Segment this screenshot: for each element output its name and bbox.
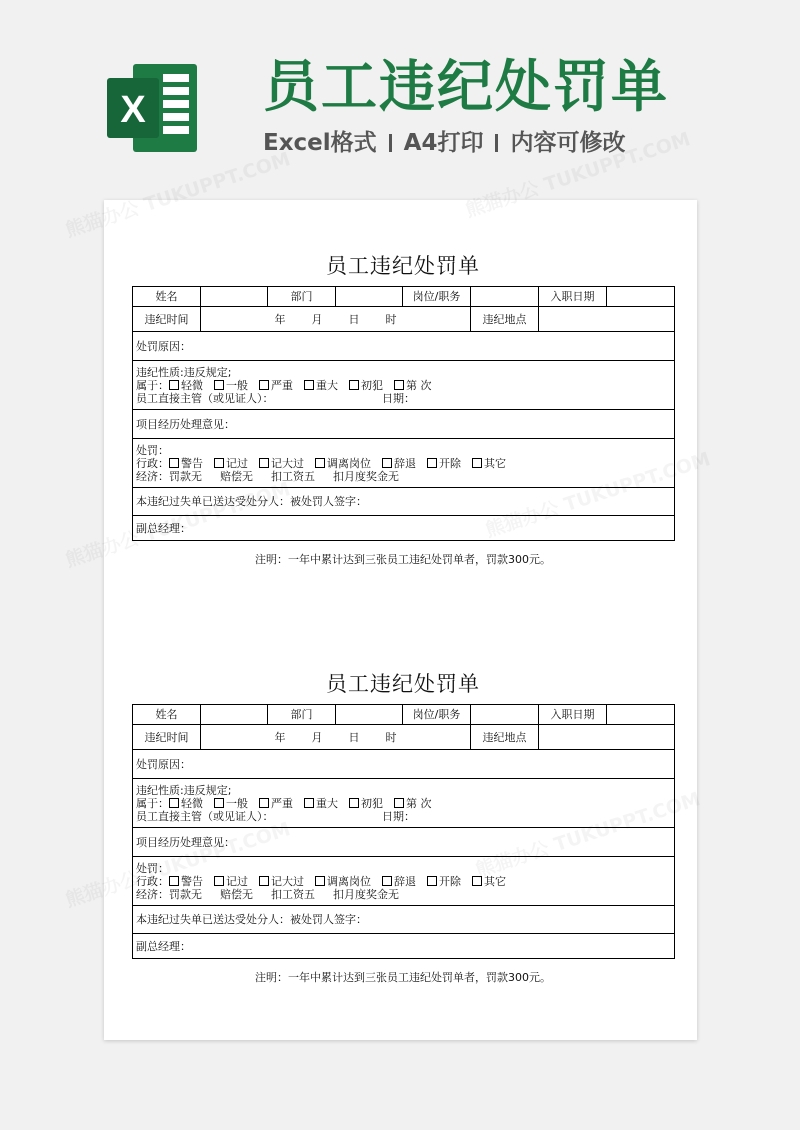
economic-penalty-line (136, 470, 671, 483)
checkbox-icon (169, 876, 179, 886)
checkbox-icon (349, 380, 359, 390)
penalty-table (132, 704, 675, 959)
checkbox-icon (382, 458, 392, 468)
option-serious[interactable]: 严重 (259, 379, 293, 392)
subtitle (263, 128, 625, 158)
dept-label: 部门 (268, 705, 336, 725)
hour-label: 时 (385, 730, 397, 744)
checkbox-icon (315, 458, 325, 468)
reason-field[interactable] (133, 332, 675, 361)
year-label: 年 (274, 730, 286, 744)
document-page (104, 200, 697, 1040)
option-major-demerit[interactable]: 记大过 (259, 457, 304, 470)
hire-date-label: 入职日期 (539, 287, 607, 307)
form-title: 员工违纪处罚单 (326, 254, 480, 278)
option-nth-offense[interactable]: 第 次 (394, 797, 432, 810)
admin-penalty-line (136, 875, 671, 888)
name-label: 姓名 (133, 705, 201, 725)
checkbox-icon (304, 380, 314, 390)
subtitle-separator (495, 134, 498, 152)
delivery-label: 本违纪过失单已送达受处分人：被处罚人签字： (136, 495, 367, 508)
option-demerit[interactable]: 记过 (214, 875, 248, 888)
position-field[interactable] (471, 287, 539, 307)
penalty-form-2 (132, 664, 674, 985)
vice-gm-label: 副总经理： (136, 939, 191, 953)
option-nth-offense[interactable]: 第 次 (394, 379, 432, 392)
option-general[interactable]: 一般 (214, 379, 248, 392)
checkbox-icon (169, 798, 179, 808)
penalty-form-1 (132, 246, 674, 567)
reason-label: 处罚原因： (136, 339, 191, 353)
option-warning[interactable]: 警告 (169, 457, 203, 470)
supervisor-label: 员工直接主管（或见证人）： (136, 391, 274, 405)
penalty-section (133, 439, 675, 488)
position-label: 岗位/职务 (403, 705, 471, 725)
wage-deduction-item: 扣工资五 (271, 887, 315, 901)
supervisor-line (136, 392, 671, 405)
name-field[interactable] (201, 287, 268, 307)
sign-date-label: 日期： (382, 391, 415, 405)
checkbox-icon (214, 876, 224, 886)
checkbox-icon (472, 458, 482, 468)
violation-time-label: 违纪时间 (133, 307, 201, 332)
nature-section (133, 779, 675, 828)
bonus-deduction-item: 扣月度奖金无 (333, 469, 399, 483)
option-major[interactable]: 重大 (304, 379, 338, 392)
form-title: 员工违纪处罚单 (326, 672, 480, 696)
position-field[interactable] (471, 705, 539, 725)
dept-label: 部门 (268, 287, 336, 307)
checkbox-icon (427, 458, 437, 468)
option-minor[interactable]: 轻微 (169, 797, 203, 810)
opinion-label: 项目经历处理意见： (136, 835, 235, 849)
day-label: 日 (348, 730, 360, 744)
severity-line (136, 379, 671, 392)
compensation-item: 赔偿无 (220, 469, 253, 483)
option-transfer[interactable]: 调离岗位 (315, 875, 371, 888)
option-other[interactable]: 其它 (472, 457, 506, 470)
option-expel[interactable]: 开除 (427, 457, 461, 470)
supervisor-label: 员工直接主管（或见证人）： (136, 809, 274, 823)
checkbox-icon (349, 798, 359, 808)
subtitle-print: A4打印 (403, 130, 484, 156)
delivery-label: 本违纪过失单已送达受处分人：被处罚人签字： (136, 913, 367, 926)
nature-label: 违纪性质:违反规定; (136, 783, 232, 797)
violation-time-field[interactable] (201, 725, 471, 750)
svg-text:X: X (120, 89, 146, 131)
opinion-field[interactable] (133, 410, 675, 439)
delivery-signature-field[interactable] (133, 488, 675, 516)
checkbox-icon (472, 876, 482, 886)
sign-date-label: 日期： (382, 809, 415, 823)
name-field[interactable] (201, 705, 268, 725)
checkbox-icon (259, 458, 269, 468)
admin-penalty-line (136, 457, 671, 470)
option-transfer[interactable]: 调离岗位 (315, 457, 371, 470)
option-first-offense[interactable]: 初犯 (349, 797, 383, 810)
subtitle-format: Excel格式 (263, 130, 377, 156)
checkbox-icon (394, 380, 404, 390)
position-label: 岗位/职务 (403, 287, 471, 307)
checkbox-icon (259, 798, 269, 808)
fine-item: 罚款无 (169, 469, 202, 483)
admin-label: 行政： (136, 874, 169, 888)
checkbox-icon (315, 876, 325, 886)
option-major[interactable]: 重大 (304, 797, 338, 810)
violation-place-field[interactable] (539, 725, 675, 750)
option-serious[interactable]: 严重 (259, 797, 293, 810)
opinion-field[interactable] (133, 828, 675, 857)
checkbox-icon (259, 876, 269, 886)
option-major-demerit[interactable]: 记大过 (259, 875, 304, 888)
hire-date-field[interactable] (607, 705, 675, 725)
checkbox-icon (214, 798, 224, 808)
penalty-section (133, 857, 675, 906)
violation-place-field[interactable] (539, 307, 675, 332)
checkbox-icon (427, 876, 437, 886)
penalty-table (132, 286, 675, 541)
month-label: 月 (311, 312, 323, 326)
page-title: 员工违纪处罚单 (263, 55, 669, 120)
penalty-label: 处罚： (136, 861, 169, 875)
hire-date-field[interactable] (607, 287, 675, 307)
economic-label: 经济： (136, 887, 169, 901)
excel-logo-icon (103, 58, 203, 158)
violation-time-label: 违纪时间 (133, 725, 201, 750)
violation-place-label: 违纪地点 (471, 725, 539, 750)
checkbox-icon (169, 380, 179, 390)
reason-label: 处罚原因： (136, 757, 191, 771)
economic-label: 经济： (136, 469, 169, 483)
penalty-label: 处罚： (136, 443, 169, 457)
violation-place-label: 违纪地点 (471, 307, 539, 332)
checkbox-icon (394, 798, 404, 808)
delivery-signature-field[interactable] (133, 906, 675, 934)
nature-label: 违纪性质:违反规定; (136, 365, 232, 379)
subtitle-editable: 内容可修改 (510, 130, 626, 156)
checkbox-icon (304, 798, 314, 808)
option-warning[interactable]: 警告 (169, 875, 203, 888)
checkbox-icon (214, 380, 224, 390)
admin-label: 行政： (136, 456, 169, 470)
wage-deduction-item: 扣工资五 (271, 469, 315, 483)
violation-time-field[interactable] (201, 307, 471, 332)
name-label: 姓名 (133, 287, 201, 307)
form-note: 注明：一年中累计达到三张员工违纪处罚单者，罚款300元。 (255, 553, 551, 566)
year-label: 年 (274, 312, 286, 326)
bonus-deduction-item: 扣月度奖金无 (333, 887, 399, 901)
vice-gm-label: 副总经理： (136, 521, 191, 535)
month-label: 月 (311, 730, 323, 744)
fine-item: 罚款无 (169, 887, 202, 901)
nature-section (133, 361, 675, 410)
dept-field[interactable] (336, 705, 403, 725)
checkbox-icon (382, 876, 392, 886)
option-dismiss[interactable]: 辞退 (382, 457, 416, 470)
vice-gm-field[interactable] (133, 934, 675, 959)
option-first-offense[interactable]: 初犯 (349, 379, 383, 392)
hire-date-label: 入职日期 (539, 705, 607, 725)
checkbox-icon (169, 458, 179, 468)
form-note: 注明：一年中累计达到三张员工违纪处罚单者，罚款300元。 (255, 971, 551, 984)
option-minor[interactable]: 轻微 (169, 379, 203, 392)
vice-gm-field[interactable] (133, 516, 675, 541)
checkbox-icon (214, 458, 224, 468)
belongs-label: 属于： (136, 796, 169, 810)
subtitle-separator (389, 134, 392, 152)
option-demerit[interactable]: 记过 (214, 457, 248, 470)
belongs-label: 属于： (136, 378, 169, 392)
severity-line (136, 797, 671, 810)
dept-field[interactable] (336, 287, 403, 307)
checkbox-icon (259, 380, 269, 390)
option-dismiss[interactable]: 辞退 (382, 875, 416, 888)
option-general[interactable]: 一般 (214, 797, 248, 810)
hour-label: 时 (385, 312, 397, 326)
economic-penalty-line (136, 888, 671, 901)
option-other[interactable]: 其它 (472, 875, 506, 888)
compensation-item: 赔偿无 (220, 887, 253, 901)
day-label: 日 (348, 312, 360, 326)
opinion-label: 项目经历处理意见： (136, 417, 235, 431)
reason-field[interactable] (133, 750, 675, 779)
option-expel[interactable]: 开除 (427, 875, 461, 888)
supervisor-line (136, 810, 671, 823)
